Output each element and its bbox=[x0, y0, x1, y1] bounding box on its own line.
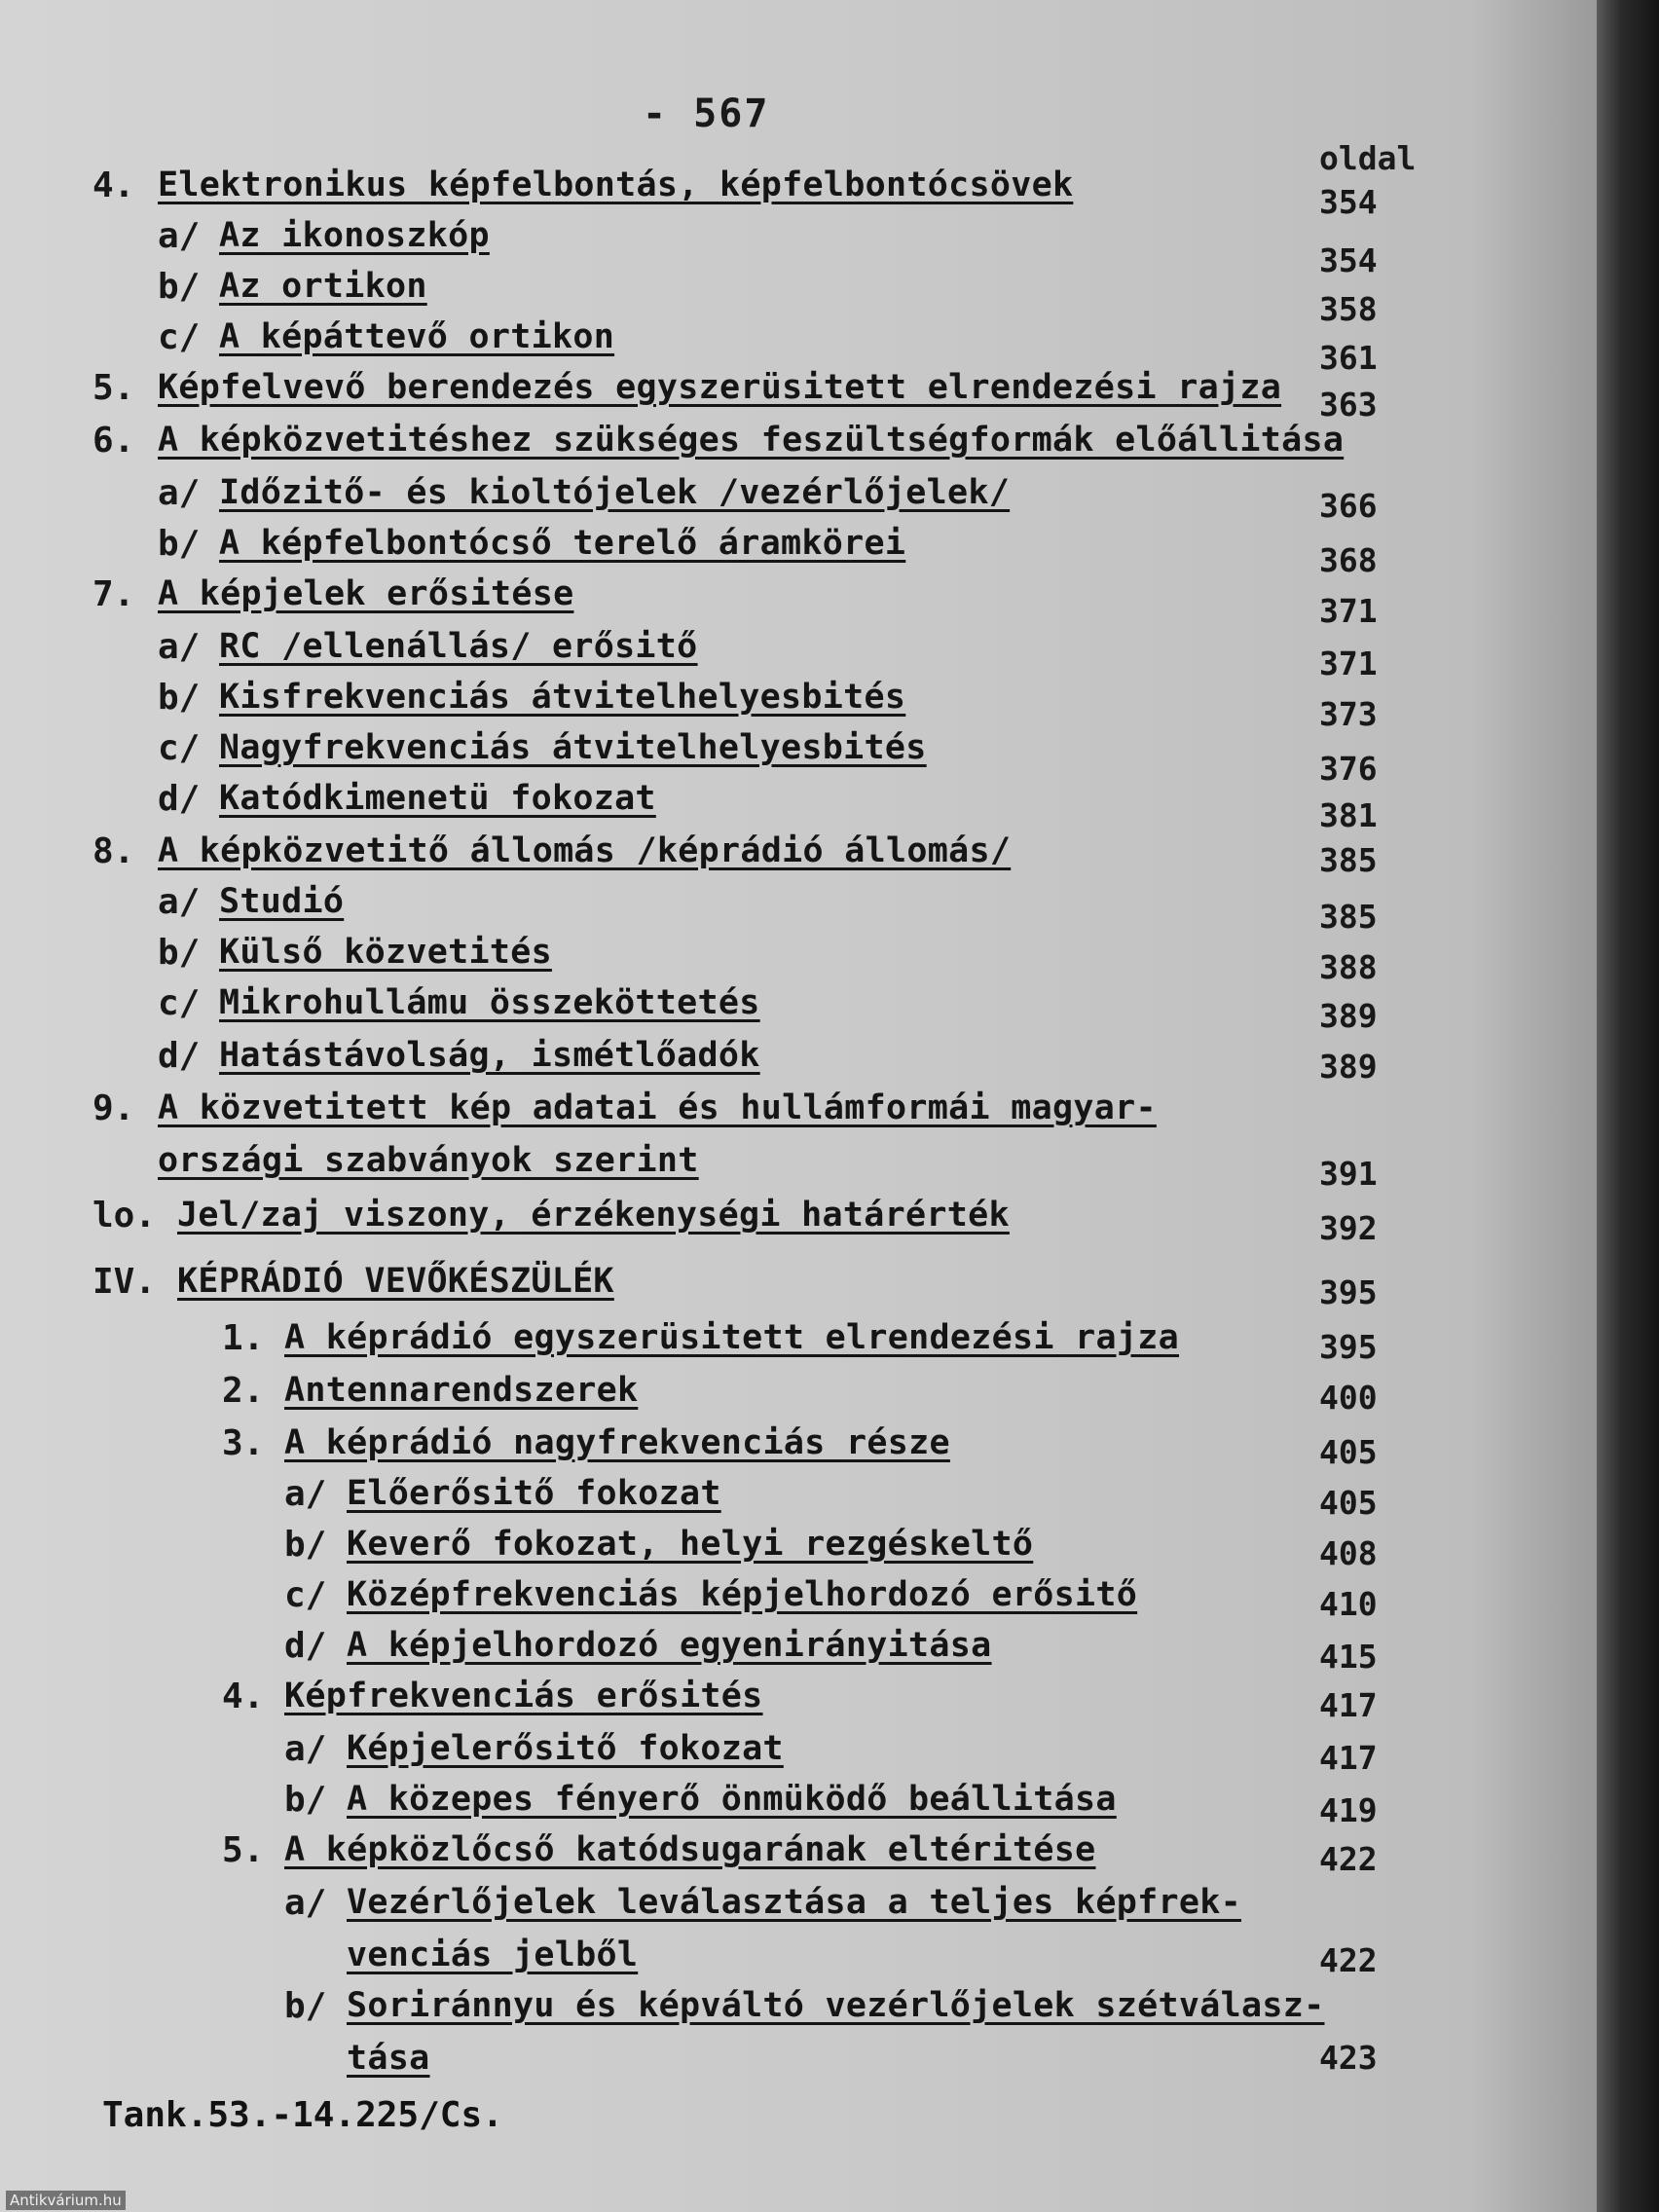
entry-page: 405 bbox=[1319, 1433, 1378, 1471]
entry-title: tása bbox=[347, 2039, 430, 2078]
entry-page: 423 bbox=[1319, 2039, 1378, 2077]
entry-page: 389 bbox=[1319, 1048, 1378, 1086]
entry-page: 395 bbox=[1319, 1328, 1378, 1366]
entry-number: b/ bbox=[158, 524, 201, 564]
entry-page: 381 bbox=[1319, 796, 1378, 834]
entry-page: 422 bbox=[1319, 1941, 1378, 1979]
entry-page: 385 bbox=[1319, 841, 1378, 879]
entry-number: a/ bbox=[284, 1883, 327, 1923]
toc-entry bbox=[0, 882, 1597, 936]
entry-number: c/ bbox=[158, 317, 201, 357]
entry-page: 389 bbox=[1319, 997, 1378, 1035]
entry-title: A közvetitett kép adatai és hullámformái magyar- bbox=[158, 1088, 1157, 1127]
entry-number: b/ bbox=[284, 1780, 327, 1820]
toc-entry bbox=[0, 1883, 1597, 1932]
toc-entry bbox=[0, 1318, 1597, 1367]
entry-title: Középfrekvenciás képjelhordozó erősitő bbox=[347, 1575, 1138, 1614]
entry-page: 419 bbox=[1319, 1791, 1378, 1829]
entry-page: 392 bbox=[1319, 1209, 1378, 1247]
entry-title: A képközlőcső katódsugarának eltéritése bbox=[284, 1830, 1096, 1869]
entry-page: 373 bbox=[1319, 695, 1378, 733]
toc-entry bbox=[0, 678, 1597, 733]
entry-number: c/ bbox=[158, 983, 201, 1023]
toc-entry bbox=[0, 473, 1597, 525]
entry-page: 391 bbox=[1319, 1155, 1378, 1193]
entry-title: A képrádió egyszerüsitett elrendezési rajza bbox=[284, 1318, 1179, 1357]
entry-page: 366 bbox=[1319, 487, 1378, 525]
page-number: - 567 bbox=[643, 92, 770, 136]
entry-number: 4. bbox=[92, 166, 135, 205]
entry-number: 7. bbox=[92, 574, 135, 614]
entry-page: 385 bbox=[1319, 898, 1378, 936]
toc-entry bbox=[0, 1141, 1597, 1193]
entry-number: 5. bbox=[92, 368, 135, 408]
entry-number: b/ bbox=[158, 267, 201, 307]
entry-page: 363 bbox=[1319, 386, 1378, 424]
entry-title: A képrádió nagyfrekvenciás része bbox=[284, 1423, 950, 1462]
entry-number: 6. bbox=[92, 421, 135, 461]
toc-entry bbox=[0, 317, 1597, 377]
entry-number: b/ bbox=[284, 1525, 327, 1565]
entry-page: 376 bbox=[1319, 750, 1378, 788]
toc-entry bbox=[0, 1830, 1597, 1879]
toc-entry bbox=[0, 1262, 1597, 1310]
toc-entry bbox=[0, 421, 1597, 469]
entry-title: Keverő fokozat, helyi rezgéskeltő bbox=[347, 1525, 1034, 1564]
entry-title: A képközvetitő állomás /képrádió állomás/ bbox=[158, 831, 1012, 870]
toc-entry bbox=[0, 728, 1597, 788]
toc-entry bbox=[0, 1936, 1597, 1984]
entry-page: 361 bbox=[1319, 339, 1378, 377]
page-column-label: oldal bbox=[1319, 139, 1417, 177]
toc-entry bbox=[0, 983, 1597, 1035]
entry-title: Képfelvevő berendezés egyszerüsitett elrendezési rajza bbox=[158, 368, 1282, 407]
toc-entry bbox=[0, 524, 1597, 579]
entry-title: A képjelek erősitése bbox=[158, 574, 574, 613]
entry-number: 3. bbox=[222, 1423, 265, 1463]
entry-number: d/ bbox=[284, 1626, 327, 1666]
entry-title: Képjelerősitő fokozat bbox=[347, 1729, 784, 1768]
entry-title: Az ortikon bbox=[219, 267, 427, 306]
toc-entry bbox=[0, 1729, 1597, 1778]
entry-number: 8. bbox=[92, 831, 135, 871]
entry-page: 417 bbox=[1319, 1739, 1378, 1777]
entry-title: KÉPRÁDIÓ VEVŐKÉSZÜLÉK bbox=[177, 1262, 614, 1301]
entry-title: Vezérlőjelek leválasztása a teljes képfrek- bbox=[347, 1883, 1241, 1922]
entry-page: 371 bbox=[1319, 645, 1378, 682]
entry-number: b/ bbox=[284, 1986, 327, 2026]
toc-entry bbox=[0, 831, 1597, 880]
entry-title: Időzitő- és kioltójelek /vezérlőjelek/ bbox=[219, 473, 1011, 512]
toc-entry bbox=[0, 1196, 1597, 1247]
entry-page: 368 bbox=[1319, 541, 1378, 579]
toc-entry bbox=[0, 2039, 1597, 2087]
toc-entry bbox=[0, 1986, 1597, 2035]
entry-number: IV. bbox=[92, 1262, 157, 1302]
entry-page: 354 bbox=[1319, 183, 1378, 221]
entry-title: Katódkimenetü fokozat bbox=[219, 779, 656, 818]
entry-title: A közepes fényerő önmüködő beállitása bbox=[347, 1780, 1117, 1819]
entry-number: a/ bbox=[284, 1729, 327, 1769]
entry-title: Az ikonoszkóp bbox=[219, 216, 490, 255]
entry-page: 415 bbox=[1319, 1638, 1378, 1676]
entry-title: Hatástávolság, ismétlőadók bbox=[219, 1036, 760, 1075]
entry-title: Külső közvetités bbox=[219, 933, 552, 972]
entry-title: A képközvetitéshez szükséges feszültségformák előállitása bbox=[158, 421, 1345, 460]
toc-entry bbox=[0, 166, 1597, 221]
entry-number: a/ bbox=[158, 627, 201, 667]
entry-number: c/ bbox=[158, 728, 201, 768]
entry-page: 371 bbox=[1319, 592, 1378, 630]
entry-number: c/ bbox=[284, 1575, 327, 1615]
entry-page: 417 bbox=[1319, 1686, 1378, 1724]
entry-number: 4. bbox=[222, 1677, 265, 1716]
toc-entry bbox=[0, 1088, 1597, 1137]
toc-entry bbox=[0, 627, 1597, 682]
entry-title: A képjelhordozó egyenirányitása bbox=[347, 1626, 992, 1665]
entry-title: Nagyfrekvenciás átvitelhelyesbités bbox=[219, 728, 927, 767]
entry-number: a/ bbox=[158, 473, 201, 513]
entry-title: Előerősitő fokozat bbox=[347, 1474, 721, 1513]
entry-title: Jel/zaj viszony, érzékenységi határérték bbox=[177, 1196, 1010, 1235]
entry-page: 358 bbox=[1319, 290, 1378, 328]
entry-title: Képfrekvenciás erősités bbox=[284, 1677, 763, 1715]
toc-entry bbox=[0, 1423, 1597, 1472]
entry-page: 410 bbox=[1319, 1585, 1378, 1623]
entry-title: Studió bbox=[219, 882, 345, 921]
entry-page: 408 bbox=[1319, 1534, 1378, 1572]
entry-number: 2. bbox=[222, 1371, 265, 1411]
toc-entry bbox=[0, 368, 1597, 424]
entry-number: 9. bbox=[92, 1088, 135, 1128]
entry-page: 395 bbox=[1319, 1273, 1378, 1311]
typist-code: Tank.53.-14.225/Cs. bbox=[102, 2095, 503, 2135]
entry-number: 5. bbox=[222, 1830, 265, 1870]
toc-entry bbox=[0, 1371, 1597, 1419]
toc-entry bbox=[0, 574, 1597, 630]
toc-entry bbox=[0, 1036, 1597, 1085]
entry-title: országi szabványok szerint bbox=[158, 1141, 699, 1180]
entry-title: Soriránnyu és képváltó vezérlőjelek szétválasz- bbox=[347, 1986, 1325, 2025]
toc-entry bbox=[0, 1677, 1597, 1725]
entry-page: 354 bbox=[1319, 241, 1378, 279]
entry-title: Kisfrekvenciás átvitelhelyesbités bbox=[219, 678, 906, 717]
entry-number: d/ bbox=[158, 779, 201, 819]
entry-number: b/ bbox=[158, 933, 201, 973]
entry-title: venciás jelből bbox=[347, 1936, 639, 1974]
toc-entry bbox=[0, 1626, 1597, 1675]
toc-entry bbox=[0, 933, 1597, 986]
entry-page: 400 bbox=[1319, 1379, 1378, 1417]
entry-page: 422 bbox=[1319, 1840, 1378, 1878]
entry-number: d/ bbox=[158, 1036, 201, 1076]
toc-entry bbox=[0, 267, 1597, 328]
watermark: Antikvárium.hu bbox=[6, 2191, 126, 2210]
entry-number: 1. bbox=[222, 1318, 265, 1358]
entry-page: 388 bbox=[1319, 948, 1378, 986]
toc-entry bbox=[0, 1474, 1597, 1523]
entry-number: a/ bbox=[158, 216, 201, 256]
entry-title: A képáttevő ortikon bbox=[219, 317, 615, 356]
toc-entry bbox=[0, 1525, 1597, 1573]
entry-number: b/ bbox=[158, 678, 201, 718]
entry-title: Elektronikus képfelbontás, képfelbontócsövek bbox=[158, 166, 1074, 204]
toc-entry bbox=[0, 1780, 1597, 1828]
toc-entry bbox=[0, 216, 1597, 279]
toc-entry bbox=[0, 779, 1597, 834]
entry-title: RC /ellenállás/ erősitő bbox=[219, 627, 698, 666]
entry-page: 405 bbox=[1319, 1484, 1378, 1522]
book-spine-shadow bbox=[1597, 0, 1659, 2212]
toc-entry bbox=[0, 1575, 1597, 1624]
entry-title: Antennarendszerek bbox=[284, 1371, 639, 1410]
entry-number: a/ bbox=[158, 882, 201, 922]
entry-title: A képfelbontócső terelő áramkörei bbox=[219, 524, 906, 563]
entry-number: a/ bbox=[284, 1474, 327, 1514]
entry-number: lo. bbox=[92, 1196, 157, 1235]
entry-title: Mikrohullámu összeköttetés bbox=[219, 983, 760, 1022]
